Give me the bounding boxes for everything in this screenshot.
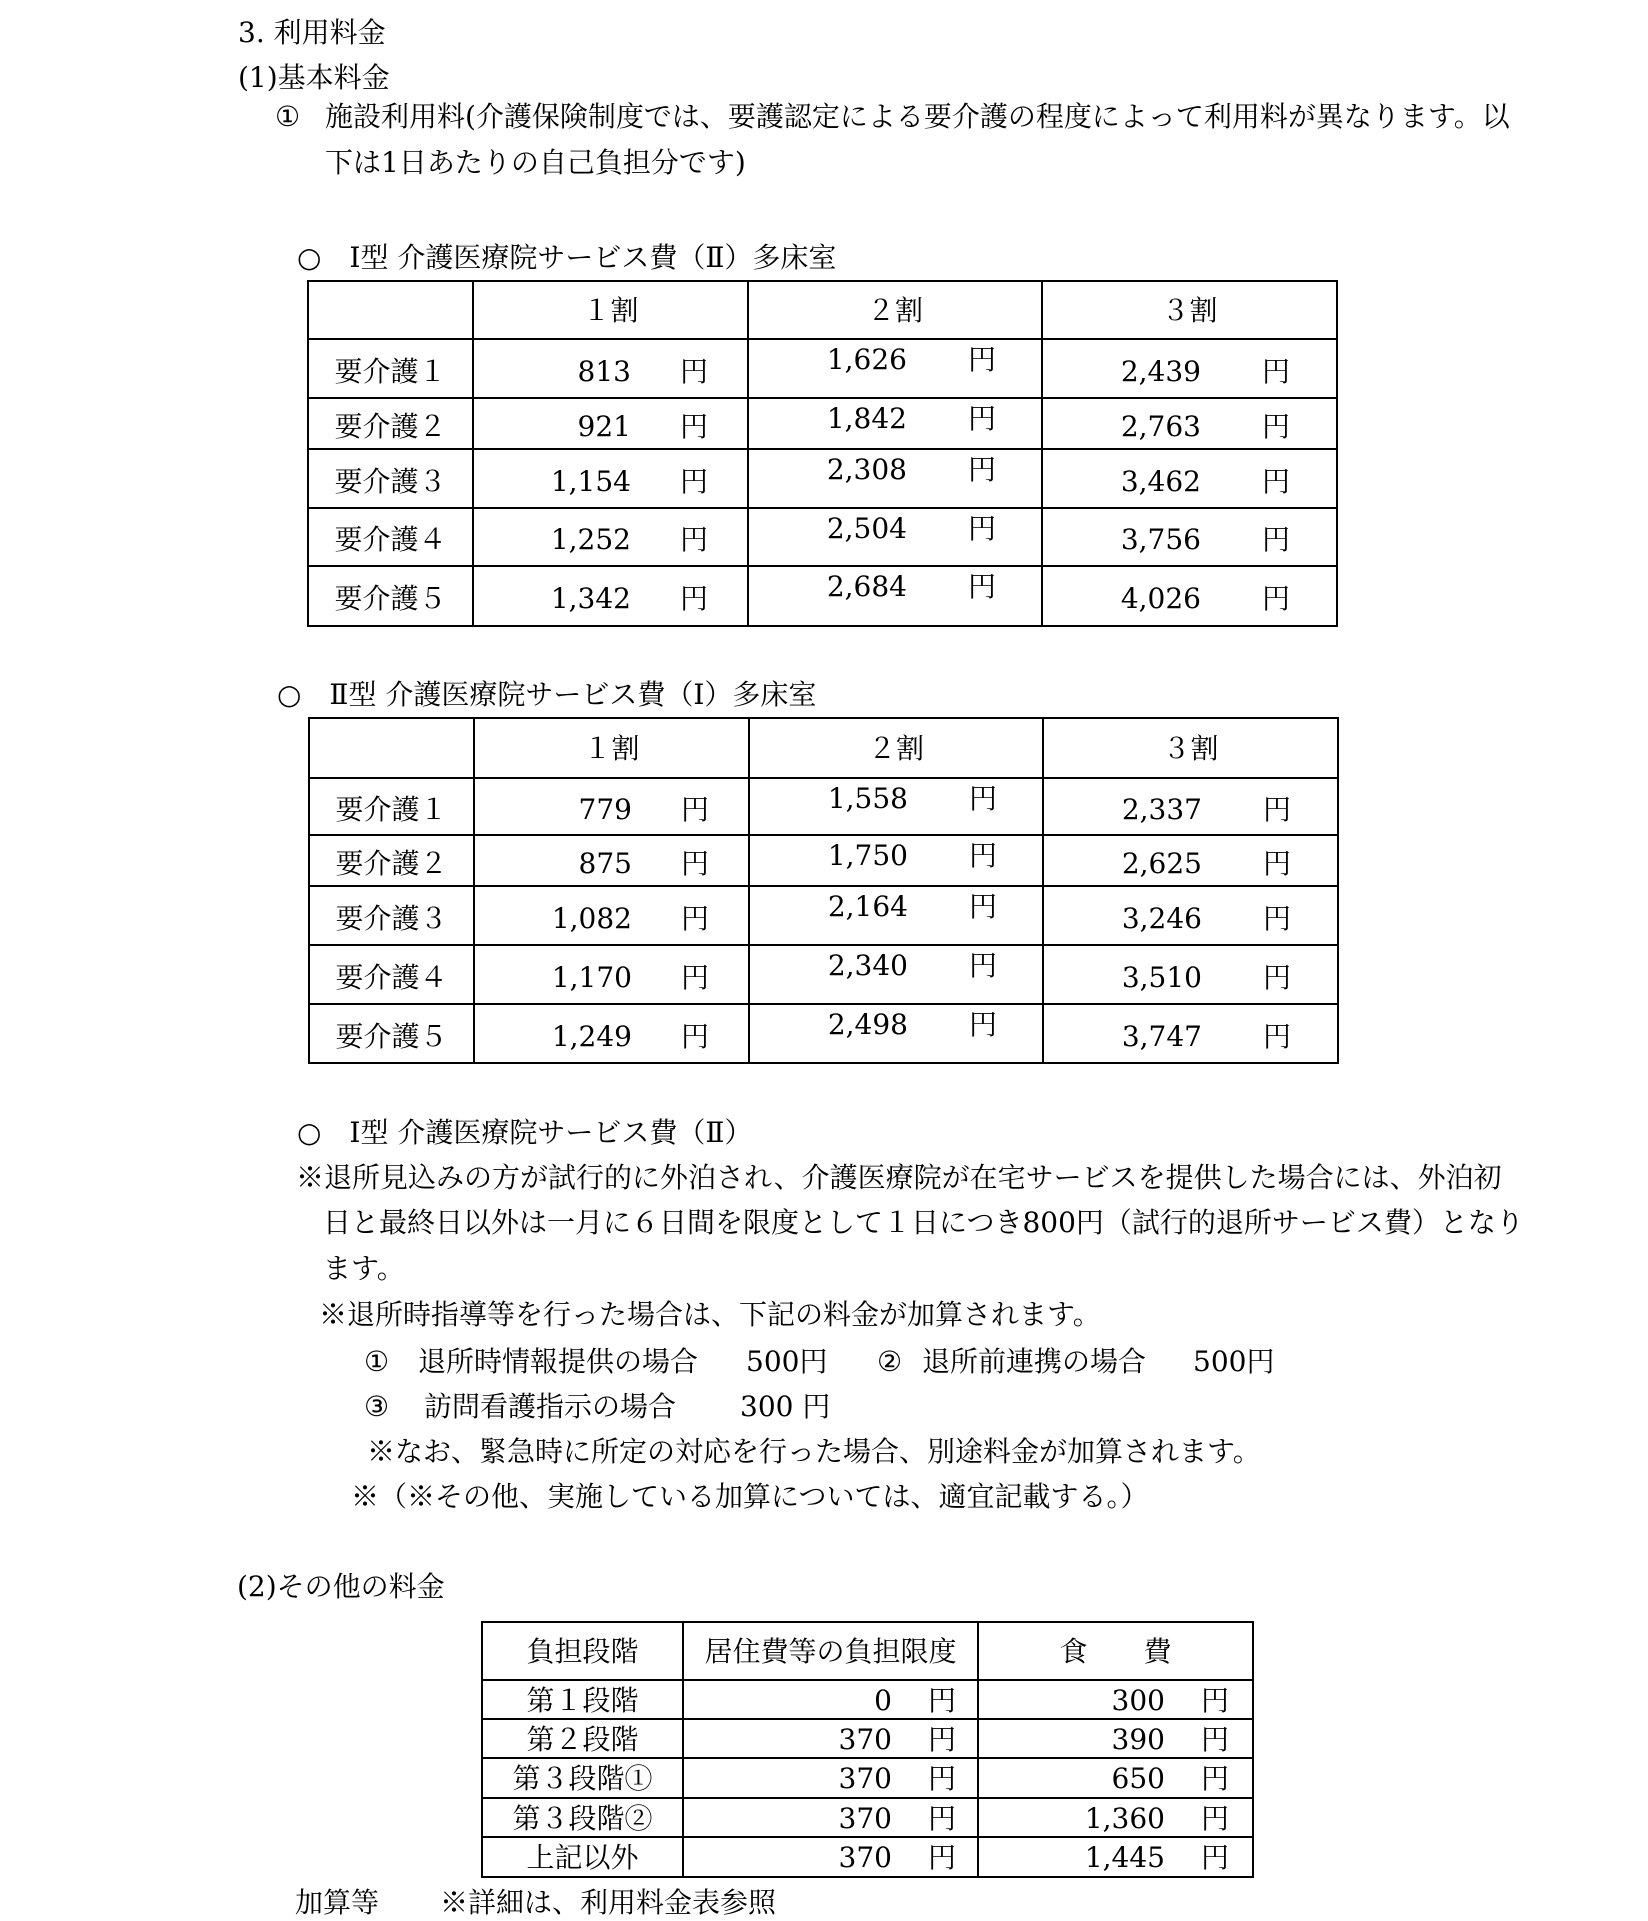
item-label: 訪問看護指示の場合 bbox=[424, 1390, 677, 1423]
fee-value: 370 bbox=[838, 1722, 892, 1756]
section-title: 3. 利用料金 bbox=[238, 16, 386, 49]
fee-value: 2,504 bbox=[826, 512, 907, 545]
fee-value: 390 bbox=[1111, 1722, 1165, 1756]
table-header-row bbox=[482, 1622, 1253, 1680]
column-header-10-percent: １割 bbox=[474, 718, 749, 778]
care-level-label: 要介護３ bbox=[308, 449, 473, 508]
trial-service-note-line: ます。 bbox=[323, 1252, 405, 1285]
fee-cell bbox=[1042, 566, 1337, 626]
yen-unit: 円 bbox=[1262, 464, 1291, 498]
yen-unit: 円 bbox=[680, 409, 709, 443]
fee-cell bbox=[1043, 1004, 1338, 1063]
yen-unit: 円 bbox=[968, 402, 997, 435]
table-row bbox=[308, 398, 1337, 449]
yen-unit: 円 bbox=[969, 890, 998, 923]
other-fees-table bbox=[481, 1621, 1254, 1878]
fee-value: 1,842 bbox=[826, 402, 907, 435]
yen-unit: 円 bbox=[968, 343, 997, 376]
additions-reference-note: ※詳細は、利用料金表参照 bbox=[440, 1886, 777, 1919]
fee-cell bbox=[978, 1837, 1253, 1877]
fee-value: 875 bbox=[578, 846, 632, 880]
fee-value: 3,510 bbox=[1121, 960, 1202, 994]
fee-cell bbox=[978, 1758, 1253, 1798]
table-row bbox=[309, 778, 1338, 835]
yen-unit: 円 bbox=[1263, 846, 1292, 880]
fee-cell bbox=[1042, 508, 1337, 566]
yen-unit: 円 bbox=[681, 792, 710, 826]
care-level-label: 要介護４ bbox=[309, 945, 474, 1004]
item-label: 退所前連携の場合 bbox=[922, 1345, 1147, 1378]
fee-value: 2,337 bbox=[1121, 792, 1202, 826]
table-row bbox=[308, 449, 1337, 508]
fee-value: 1,252 bbox=[550, 523, 631, 556]
other-additions-note: ※（※その他、実施している加算については、適宜記載する。） bbox=[351, 1480, 1149, 1513]
fee-cell bbox=[1043, 945, 1338, 1004]
fee-cell bbox=[473, 398, 748, 449]
table-header-row bbox=[308, 281, 1337, 339]
column-header-30-percent: ３割 bbox=[1043, 718, 1338, 778]
burden-stage-label: 上記以外 bbox=[482, 1837, 683, 1877]
trial-service-note-line: 日と最終日以外は一月に６日間を限度として１日につき800円（試行的退所サービス費）となり bbox=[323, 1206, 1524, 1239]
yen-unit: 円 bbox=[680, 582, 709, 615]
item-fee: 300 円 bbox=[740, 1390, 831, 1423]
fee-value: 779 bbox=[578, 792, 632, 826]
fee-value: 813 bbox=[577, 354, 631, 388]
fee-value: 3,747 bbox=[1121, 1019, 1202, 1053]
type1-table-caption: ○ Ⅰ型 介護医療院サービス費（Ⅱ）多床室 bbox=[297, 241, 837, 274]
column-header-10-percent: １割 bbox=[473, 281, 748, 339]
item-fee: 500円 bbox=[1193, 1345, 1275, 1378]
type2-fee-table bbox=[308, 717, 1339, 1064]
table-row bbox=[482, 1680, 1253, 1719]
yen-unit: 円 bbox=[1201, 1722, 1230, 1756]
yen-unit: 円 bbox=[1262, 523, 1291, 556]
table-row bbox=[309, 945, 1338, 1004]
fee-value: 1,082 bbox=[551, 901, 632, 935]
fee-cell bbox=[683, 1758, 978, 1798]
fee-cell bbox=[1043, 886, 1338, 945]
yen-unit: 円 bbox=[681, 901, 710, 935]
yen-unit: 円 bbox=[968, 453, 997, 486]
care-level-label: 要介護５ bbox=[308, 566, 473, 626]
fee-value: 370 bbox=[838, 1841, 892, 1874]
fee-cell bbox=[749, 1004, 1043, 1063]
table-row bbox=[482, 1758, 1253, 1798]
yen-unit: 円 bbox=[928, 1683, 957, 1717]
fee-value: 1,445 bbox=[1084, 1841, 1165, 1874]
fee-cell bbox=[748, 398, 1042, 449]
emergency-note: ※なお、緊急時に所定の対応を行った場合、別途料金が加算されます。 bbox=[367, 1435, 1261, 1468]
fee-cell bbox=[474, 778, 749, 835]
table-row bbox=[309, 835, 1338, 886]
fee-cell bbox=[473, 339, 748, 398]
fee-value: 370 bbox=[838, 1801, 892, 1835]
trial-service-note-line: ※退所見込みの方が試行的に外泊され、介護医療院が在宅サービスを提供した場合には、外泊初 bbox=[296, 1161, 1502, 1194]
table-row bbox=[309, 886, 1338, 945]
item-marker: ① bbox=[275, 100, 301, 133]
care-level-label: 要介護２ bbox=[308, 398, 473, 449]
fee-cell bbox=[978, 1719, 1253, 1758]
item-fee: 500円 bbox=[746, 1345, 828, 1378]
fee-cell bbox=[474, 835, 749, 886]
column-header-20-percent: ２割 bbox=[749, 718, 1043, 778]
fee-value: 650 bbox=[1111, 1762, 1165, 1795]
fee-value: 2,340 bbox=[827, 949, 908, 982]
yen-unit: 円 bbox=[928, 1722, 957, 1756]
yen-unit: 円 bbox=[969, 782, 998, 815]
fee-value: 1,558 bbox=[827, 782, 908, 815]
fee-cell bbox=[749, 886, 1043, 945]
fee-cell bbox=[1042, 398, 1337, 449]
fee-value: 1,154 bbox=[550, 464, 631, 498]
item-label: 退所時情報提供の場合 bbox=[418, 1345, 699, 1378]
fee-cell bbox=[683, 1798, 978, 1837]
fee-cell bbox=[473, 508, 748, 566]
yen-unit: 円 bbox=[681, 960, 710, 994]
yen-unit: 円 bbox=[969, 1008, 998, 1041]
fee-cell bbox=[1042, 449, 1337, 508]
yen-unit: 円 bbox=[968, 512, 997, 545]
fee-cell bbox=[474, 1004, 749, 1063]
yen-unit: 円 bbox=[1263, 960, 1292, 994]
fee-cell bbox=[474, 886, 749, 945]
yen-unit: 円 bbox=[680, 354, 709, 388]
fee-cell bbox=[473, 449, 748, 508]
fee-value: 1,750 bbox=[827, 839, 908, 872]
fee-cell bbox=[473, 566, 748, 626]
table-row bbox=[482, 1837, 1253, 1877]
fee-cell bbox=[683, 1837, 978, 1877]
fee-value: 3,246 bbox=[1121, 901, 1202, 935]
discharge-guidance-note: ※退所時指導等を行った場合は、下記の料金が加算されます。 bbox=[319, 1298, 1101, 1331]
care-level-label: 要介護１ bbox=[308, 339, 473, 398]
burden-stage-label: 第３段階① bbox=[482, 1758, 683, 1798]
fee-cell bbox=[978, 1798, 1253, 1837]
yen-unit: 円 bbox=[1262, 582, 1291, 615]
fee-value: 1,170 bbox=[551, 960, 632, 994]
column-header-residence-limit: 居住費等の負担限度 bbox=[683, 1622, 978, 1680]
fee-value: 2,164 bbox=[827, 890, 908, 923]
table-row bbox=[308, 566, 1337, 626]
item-marker: ② bbox=[877, 1345, 903, 1378]
basic-fee-heading: (1)基本料金 bbox=[238, 61, 390, 94]
table-header-row bbox=[309, 718, 1338, 778]
fee-value: 370 bbox=[838, 1762, 892, 1795]
care-level-label: 要介護２ bbox=[309, 835, 474, 886]
yen-unit: 円 bbox=[1262, 409, 1291, 443]
fee-value: 0 bbox=[874, 1683, 892, 1717]
yen-unit: 円 bbox=[1201, 1801, 1230, 1835]
burden-stage-label: 第３段階② bbox=[482, 1798, 683, 1837]
fee-value: 3,462 bbox=[1120, 464, 1201, 498]
item-marker: ③ bbox=[364, 1390, 390, 1423]
corner-header-cell bbox=[308, 281, 473, 339]
table-row bbox=[482, 1798, 1253, 1837]
fee-cell bbox=[749, 835, 1043, 886]
corner-header-cell bbox=[309, 718, 474, 778]
fee-value: 2,625 bbox=[1121, 846, 1202, 880]
fee-cell bbox=[749, 778, 1043, 835]
fee-cell bbox=[683, 1719, 978, 1758]
item-marker: ① bbox=[364, 1345, 390, 1378]
type1-fee-table bbox=[307, 280, 1338, 627]
fee-cell bbox=[748, 508, 1042, 566]
fee-value: 1,360 bbox=[1084, 1801, 1165, 1835]
yen-unit: 円 bbox=[680, 464, 709, 498]
additions-label: 加算等 bbox=[295, 1886, 380, 1919]
fee-value: 2,684 bbox=[826, 570, 907, 603]
care-level-label: 要介護１ bbox=[309, 778, 474, 835]
other-fees-heading: (2)その他の料金 bbox=[237, 1570, 445, 1603]
yen-unit: 円 bbox=[969, 949, 998, 982]
yen-unit: 円 bbox=[928, 1841, 957, 1874]
fee-cell bbox=[978, 1680, 1253, 1719]
yen-unit: 円 bbox=[969, 839, 998, 872]
fee-cell bbox=[474, 945, 749, 1004]
fee-cell bbox=[1042, 339, 1337, 398]
column-header-20-percent: ２割 bbox=[748, 281, 1042, 339]
yen-unit: 円 bbox=[928, 1762, 957, 1795]
table-row bbox=[308, 508, 1337, 566]
table-row bbox=[308, 339, 1337, 398]
yen-unit: 円 bbox=[1263, 792, 1292, 826]
fee-value: 300 bbox=[1111, 1683, 1165, 1717]
column-header-meal-cost: 食 費 bbox=[978, 1622, 1253, 1680]
fee-cell bbox=[749, 945, 1043, 1004]
table-row bbox=[482, 1719, 1253, 1758]
yen-unit: 円 bbox=[968, 570, 997, 603]
fee-cell bbox=[748, 449, 1042, 508]
yen-unit: 円 bbox=[1201, 1841, 1230, 1874]
fee-cell bbox=[1043, 778, 1338, 835]
fee-value: 2,308 bbox=[826, 453, 907, 486]
yen-unit: 円 bbox=[1201, 1683, 1230, 1717]
fee-value: 1,342 bbox=[550, 582, 631, 615]
yen-unit: 円 bbox=[1263, 901, 1292, 935]
fee-value: 1,249 bbox=[551, 1019, 632, 1053]
fee-cell bbox=[748, 339, 1042, 398]
fee-cell bbox=[683, 1680, 978, 1719]
burden-stage-label: 第２段階 bbox=[482, 1719, 683, 1758]
type2-table-caption: ○ Ⅱ型 介護医療院サービス費（Ⅰ）多床室 bbox=[277, 678, 817, 711]
burden-stage-label: 第１段階 bbox=[482, 1680, 683, 1719]
fee-value: 921 bbox=[577, 409, 631, 443]
care-level-label: 要介護３ bbox=[309, 886, 474, 945]
yen-unit: 円 bbox=[1262, 354, 1291, 388]
fee-value: 1,626 bbox=[826, 343, 907, 376]
care-level-label: 要介護５ bbox=[309, 1004, 474, 1063]
fee-value: 4,026 bbox=[1120, 582, 1201, 615]
column-header-burden-stage: 負担段階 bbox=[482, 1622, 683, 1680]
fee-value: 3,756 bbox=[1120, 523, 1201, 556]
trial-service-heading: ○ Ⅰ型 介護医療院サービス費（Ⅱ） bbox=[297, 1116, 753, 1149]
yen-unit: 円 bbox=[681, 846, 710, 880]
fee-cell bbox=[748, 566, 1042, 626]
fee-cell bbox=[1043, 835, 1338, 886]
care-level-label: 要介護４ bbox=[308, 508, 473, 566]
table-row bbox=[309, 1004, 1338, 1063]
fee-value: 2,498 bbox=[827, 1008, 908, 1041]
facility-fee-description-line: 施設利用料(介護保険制度では、要護認定による要介護の程度によって利用料が異なります。以 bbox=[325, 100, 1510, 133]
yen-unit: 円 bbox=[1263, 1019, 1292, 1053]
yen-unit: 円 bbox=[681, 1019, 710, 1053]
yen-unit: 円 bbox=[1201, 1762, 1230, 1795]
yen-unit: 円 bbox=[680, 523, 709, 556]
column-header-30-percent: ３割 bbox=[1042, 281, 1337, 339]
yen-unit: 円 bbox=[928, 1801, 957, 1835]
fee-value: 2,439 bbox=[1120, 354, 1201, 388]
fee-value: 2,763 bbox=[1120, 409, 1201, 443]
facility-fee-description-line: 下は1日あたりの自己負担分です) bbox=[325, 146, 746, 179]
